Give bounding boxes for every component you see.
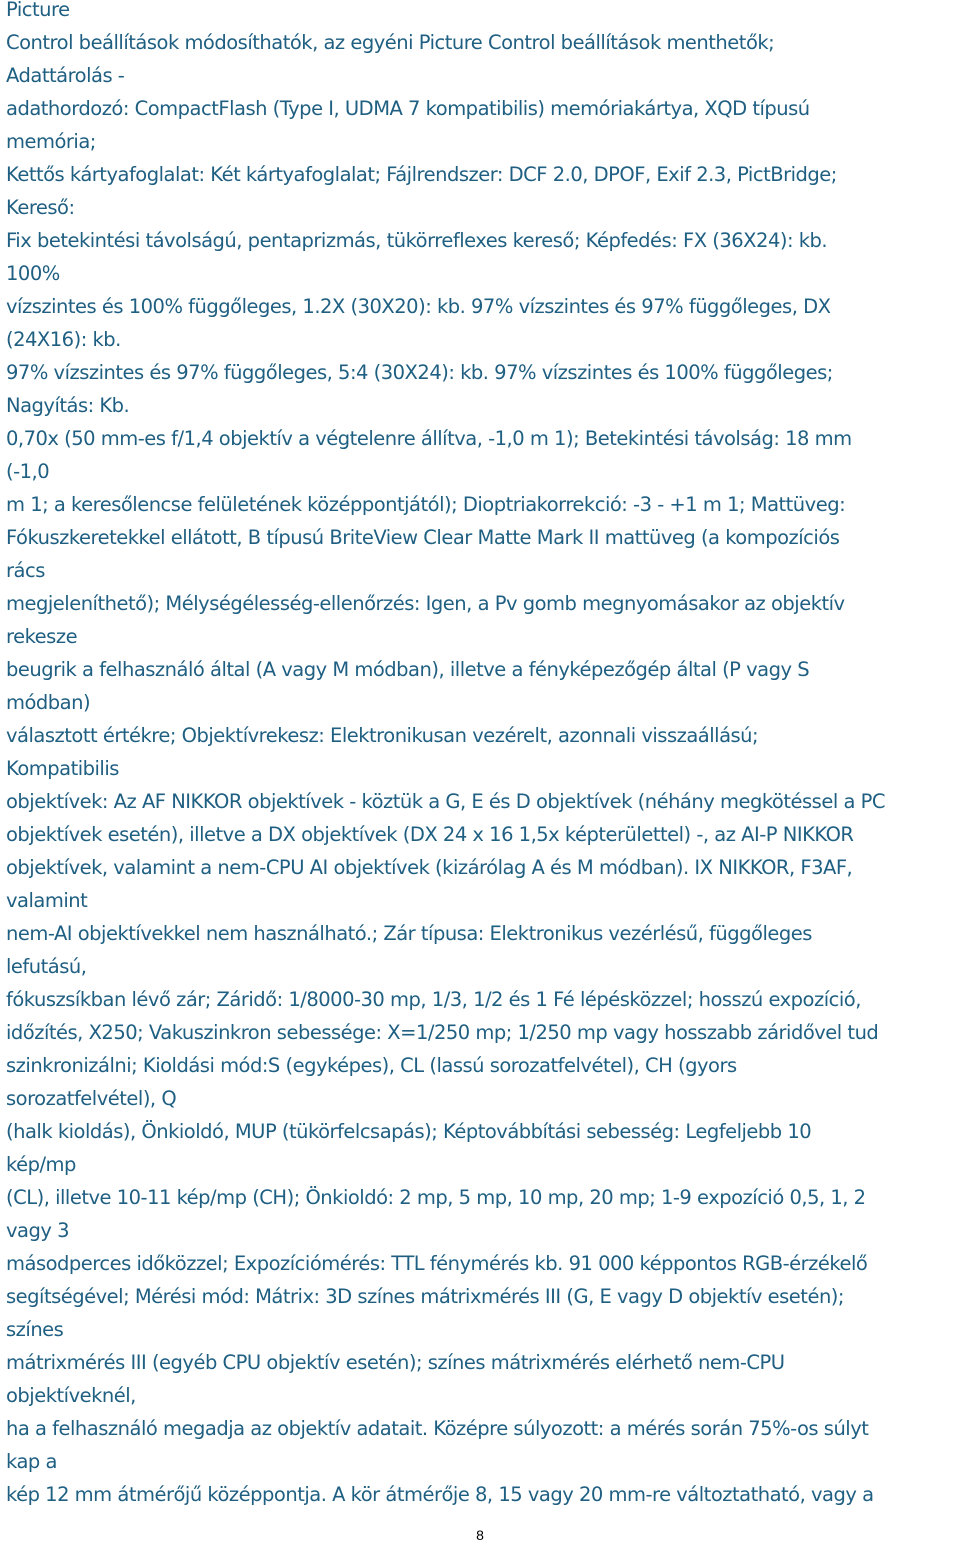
text-line: Nagyítás: Kb. [6, 394, 130, 417]
text-line: módban) [6, 691, 91, 714]
text-line: (halk kioldás), Önkioldó, MUP (tükörfelcsapás); Képtovábbítási sebesség: Legfeljebb 10 [6, 1120, 812, 1143]
text-line: adathordozó: CompactFlash (Type I, UDMA 7 kompatibilis) memóriakártya, XQD típusú [6, 97, 810, 120]
text-line: vagy 3 [6, 1219, 70, 1242]
text-line: 0,70x (50 mm-es f/1,4 objektív a végtelenre állítva, -1,0 m 1); Betekintési távolság: 18 mm [6, 427, 852, 450]
text-line: memória; [6, 130, 96, 153]
text-line: Kereső: [6, 196, 75, 219]
text-line: Control beállítások módosíthatók, az egyéni Picture Control beállítások menthetők; [6, 31, 775, 54]
text-line: fókuszsíkban lévő zár; Záridő: 1/8000-30 mp, 1/3, 1/2 és 1 Fé lépésközzel; hosszú expozíció, [6, 988, 861, 1011]
text-line: objektívek, valamint a nem-CPU AI objektívek (kizárólag A és M módban). IX NIKKOR, F3AF, [6, 856, 853, 879]
text-line: vízszintes és 100% függőleges, 1.2X (30X20): kb. 97% vízszintes és 97% függőleges, DX [6, 295, 831, 318]
text-line: (-1,0 [6, 460, 50, 483]
text-line: időzítés, X250; Vakuszinkron sebessége: X=1/250 mp; 1/250 mp vagy hosszabb záridővel tud [6, 1021, 879, 1044]
text-line: objektívek: Az AF NIKKOR objektívek - köztük a G, E és D objektívek (néhány megkötéssel a PC [6, 790, 885, 813]
text-line: segítségével; Mérési mód: Mátrix: 3D színes mátrixmérés III (G, E vagy D objektív esetén); [6, 1285, 844, 1308]
text-line: valamint [6, 889, 88, 912]
text-line: (CL), illetve 10-11 kép/mp (CH); Önkioldó: 2 mp, 5 mp, 10 mp, 20 mp; 1-9 expozíció 0,5, 1, 2 [6, 1186, 866, 1209]
text-line: nem-AI objektívekkel nem használható.; Zár típusa: Elektronikus vezérlésű, függőleges [6, 922, 812, 945]
text-line: sorozatfelvétel), Q [6, 1087, 177, 1110]
text-line: Kettős kártyafoglalat: Két kártyafoglalat; Fájlrendszer: DCF 2.0, DPOF, Exif 2.3, PictBridge; [6, 163, 837, 186]
text-line: Adattárolás - [6, 64, 125, 87]
text-line: kap a [6, 1450, 57, 1473]
text-line: kép/mp [6, 1153, 76, 1176]
text-line: mátrixmérés III (egyéb CPU objektív esetén); színes mátrixmérés elérhető nem-CPU [6, 1351, 785, 1374]
text-line: 97% vízszintes és 97% függőleges, 5:4 (30X24): kb. 97% vízszintes és 100% függőleges; [6, 361, 833, 384]
text-line: szinkronizálni; Kioldási mód:S (egyképes), CL (lassú sorozatfelvétel), CH (gyors [6, 1054, 737, 1077]
text-line: Fókuszkeretekkel ellátott, B típusú BriteView Clear Matte Mark II mattüveg (a kompozíciós [6, 526, 840, 549]
text-line: színes [6, 1318, 64, 1341]
text-line: Fix betekintési távolságú, pentaprizmás, tükörreflexes kereső; Képfedés: FX (36X24): kb. [6, 229, 828, 252]
text-line: (24X16): kb. [6, 328, 121, 351]
text-line: lefutású, [6, 955, 87, 978]
text-line: ha a felhasználó megadja az objektív adatait. Középre súlyozott: a mérés során 75%-os súlyt [6, 1417, 869, 1440]
text-line: objektívek esetén), illetve a DX objektívek (DX 24 x 16 1,5x képterülettel) -, az AI-P NIKKOR [6, 823, 854, 846]
text-line: rács [6, 559, 45, 582]
text-line: Picture [6, 0, 70, 21]
spec-text-block [6, 0, 956, 1511]
text-line: 100% [6, 262, 60, 285]
text-line: objektíveknél, [6, 1384, 136, 1407]
text-line: választott értékre; Objektívrekesz: Elektronikusan vezérelt, azonnali visszaállású; [6, 724, 759, 747]
text-line: másodperces időközzel; Expozíciómérés: TTL fénymérés kb. 91 000 képpontos RGB-érzékelő [6, 1252, 868, 1275]
text-line: beugrik a felhasználó által (A vagy M módban), illetve a fényképezőgép által (P vagy S [6, 658, 810, 681]
text-line: Kompatibilis [6, 757, 119, 780]
text-line: m 1; a keresőlencse felületének középpontjától); Dioptriakorrekció: -3 - +1 m 1; Mattüveg: [6, 493, 846, 516]
text-line: kép 12 mm átmérőjű középpontja. A kör átmérője 8, 15 vagy 20 mm-re változtatható, vagy a [6, 1483, 874, 1506]
page-number: 8 [476, 1527, 484, 1543]
text-line: megjeleníthető); Mélységélesség-ellenőrzés: Igen, a Pv gomb megnyomásakor az objektív [6, 592, 845, 615]
text-line: rekesze [6, 625, 78, 648]
